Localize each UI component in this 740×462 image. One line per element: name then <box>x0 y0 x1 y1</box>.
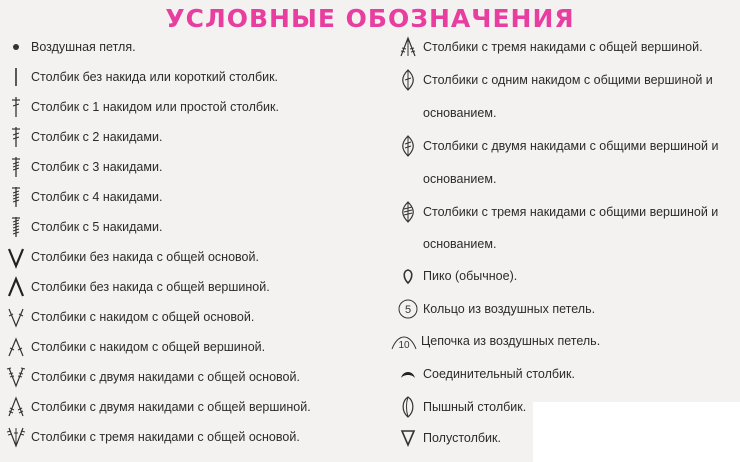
slip-stitch-icon <box>398 362 418 386</box>
sc-common-top-icon <box>6 275 26 299</box>
legend-item: 10 Цепочка из воздушных петель. <box>390 329 600 353</box>
legend-item: Столбик с 4 накидами. <box>6 185 162 209</box>
legend-item: Столбик с 3 накидами. <box>6 155 162 179</box>
triple-treble-icon <box>6 185 26 209</box>
legend-item: Столбик без накида или короткий столбик. <box>6 65 278 89</box>
legend-item: Столбики с двумя накидами с общей вершиной. <box>6 395 311 419</box>
tr-cluster-icon <box>398 134 418 158</box>
chain-arc-icon <box>390 329 418 353</box>
puff-stitch-icon <box>398 395 418 419</box>
sc-common-base-icon <box>6 245 26 269</box>
blank-patch <box>533 402 740 462</box>
legend-item: Пышный столбик. <box>398 395 526 419</box>
legend-item: Воздушная петля. <box>6 35 136 59</box>
double-treble-icon <box>6 155 26 179</box>
half-double-icon <box>398 426 418 450</box>
legend-item-continued: основанием. <box>423 237 497 251</box>
legend-item: Столбики с двумя накидами с общей основой. <box>6 365 300 389</box>
legend-item: Столбики с накидом с общей вершиной. <box>6 335 265 359</box>
single-crochet-icon <box>6 65 26 89</box>
chain-arc-number: 10 <box>398 340 410 351</box>
legend-item-continued: основанием. <box>423 106 497 120</box>
dc-common-top-icon <box>6 335 26 359</box>
legend-item: Пико (обычное). <box>398 264 517 288</box>
legend-item: Столбик с 2 накидами. <box>6 125 162 149</box>
chain-stitch-icon <box>6 35 26 59</box>
legend-item: Столбики с накидом с общей основой. <box>6 305 254 329</box>
dtr-common-top-icon <box>398 35 418 59</box>
legend-item: Столбики без накида с общей вершиной. <box>6 275 270 299</box>
chain-ring-number: 5 <box>404 304 412 316</box>
legend-item-continued: основанием. <box>423 172 497 186</box>
dc-common-base-icon <box>6 305 26 329</box>
page-title: УСЛОВНЫЕ ОБОЗНАЧЕНИЯ <box>165 4 575 33</box>
treble-crochet-icon <box>6 125 26 149</box>
legend-item: Столбики с тремя накидами с общей вершиной. <box>398 35 703 59</box>
quad-treble-icon <box>6 215 26 239</box>
legend-item: Полустолбик. <box>398 426 501 450</box>
legend-item: Столбики с тремя накидами с общими вершиной и <box>398 200 718 224</box>
legend-item: Столбики без накида с общей основой. <box>6 245 259 269</box>
dtr-common-base-icon <box>6 425 26 449</box>
legend-item: Соединительный столбик. <box>398 362 575 386</box>
legend-item: Столбик с 5 накидами. <box>6 215 162 239</box>
tr-common-base-icon <box>6 365 26 389</box>
legend-item: Столбики с одним накидом с общими вершиной и <box>398 68 713 92</box>
tr-common-top-icon <box>6 395 26 419</box>
chain-ring-icon <box>398 297 418 321</box>
legend-item: Столбик с 1 накидом или простой столбик. <box>6 95 279 119</box>
double-crochet-icon <box>6 95 26 119</box>
legend-item: 5 Кольцо из воздушных петель. <box>398 297 595 321</box>
dc-cluster-icon <box>398 68 418 92</box>
dtr-cluster-icon <box>398 200 418 224</box>
legend-item: Столбики с двумя накидами с общими вершиной и <box>398 134 718 158</box>
legend-item: Столбики с тремя накидами с общей основой. <box>6 425 300 449</box>
picot-icon <box>398 264 418 288</box>
